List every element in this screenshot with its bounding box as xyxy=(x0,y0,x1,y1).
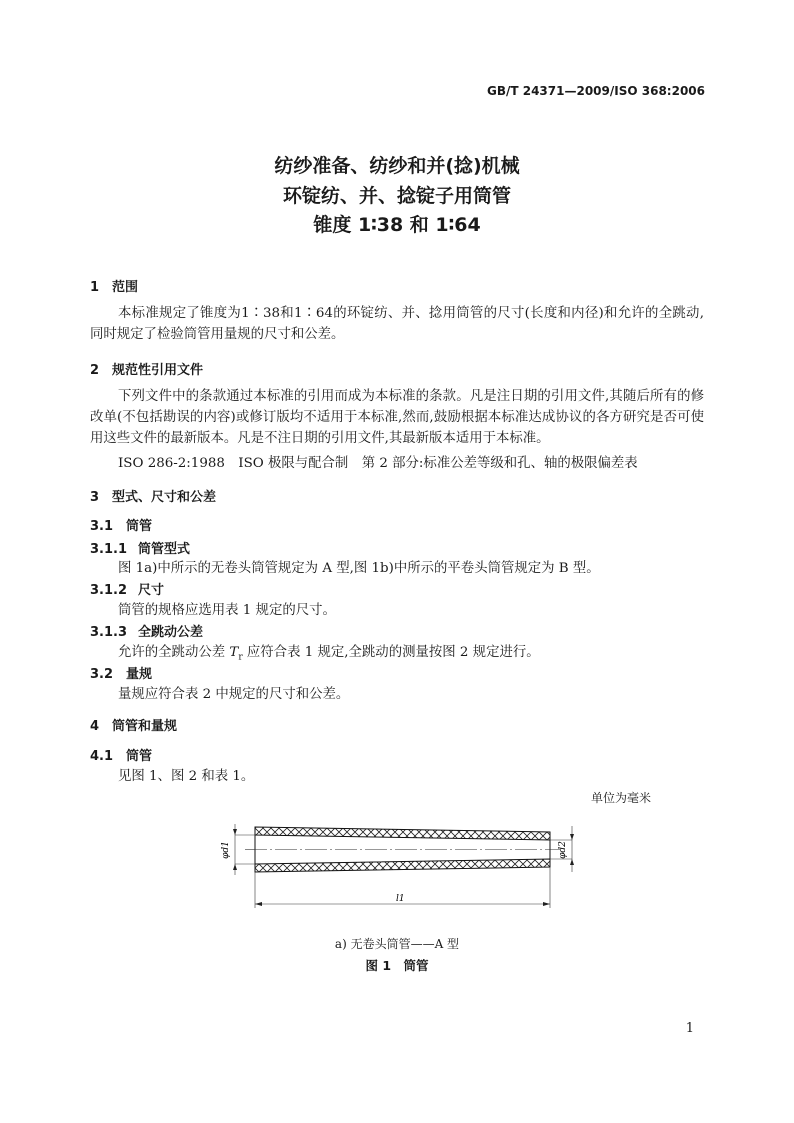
section-3-2-paragraph: 量规应符合表 2 中规定的尺寸和公差。 xyxy=(118,687,350,702)
label-d2: φd2 xyxy=(558,841,568,859)
section-1-paragraph: 本标准规定了锥度为1∶38和1∶64的环锭纺、并、捻用筒管的尺寸(长度和内径)和允许的全跳动,同时规定了检验筒管用量规的尺寸和公差。 xyxy=(90,306,704,342)
bobbin-drawing xyxy=(215,812,585,912)
section-3-1-1-heading: 3.1.1 筒管型式 xyxy=(90,542,191,557)
section-3-1-2-heading: 3.1.2 尺寸 xyxy=(90,583,165,598)
section-2-reference: ISO 286-2:1988 ISO 极限与配合制 第 2 部分:标准公差等级和孔、轴的极限偏差表 xyxy=(118,456,638,471)
section-4-1-title: 筒管 xyxy=(126,749,153,764)
standard-number: GB/T 24371—2009/ISO 368:2006 xyxy=(486,84,705,98)
section-2-title: 规范性引用文件 xyxy=(112,363,204,378)
figure-caption: 图 1 筒管 xyxy=(365,958,429,973)
section-3-title: 型式、尺寸和公差 xyxy=(112,490,217,505)
section-3-heading: 3 型式、尺寸和公差 xyxy=(90,490,217,505)
section-3-1-1-paragraph: 图 1a)中所示的无卷头筒管规定为 A 型,图 1b)中所示的平卷头筒管规定为 B 型。 xyxy=(118,561,600,576)
section-3-2-heading: 3.2 量规 xyxy=(90,667,153,682)
section-3-1-2-title: 尺寸 xyxy=(138,583,165,598)
symbol-T: T xyxy=(229,645,239,660)
label-d1: φd1 xyxy=(221,841,231,859)
title-line-3: 锥度 1∶38 和 1∶64 xyxy=(313,214,481,236)
section-2-paragraph: 下列文件中的条款通过本标准的引用而成为本标准的条款。凡是注日期的引用文件,其随后所有的修改单(不包括勘误的内容)或修订版均不适用于本标准,然而,鼓励根据本标准达成协议的各方研究是否可使用这些文件的最新版本。凡是不注日期的引用文件,其最新版本适用于本标准。 xyxy=(90,389,704,446)
section-3-1-heading: 3.1 筒管 xyxy=(90,519,153,534)
page-number: 1 xyxy=(685,1021,694,1036)
section-1-title: 范围 xyxy=(112,280,139,295)
figure-subcaption: a) 无卷头筒管——A 型 xyxy=(334,937,460,951)
section-4-title: 筒管和量规 xyxy=(112,719,178,734)
section-3-1-2-paragraph: 筒管的规格应选用表 1 规定的尺寸。 xyxy=(118,603,336,618)
title-line-1: 纺纱准备、纺纱和并(捻)机械 xyxy=(274,155,520,177)
section-3-1-1-title: 筒管型式 xyxy=(138,542,191,557)
section-3-2-title: 量规 xyxy=(126,667,153,682)
section-3-1-3-title: 全跳动公差 xyxy=(138,625,204,640)
bobbin-upper-wall xyxy=(255,827,550,840)
unit-note: 单位为毫米 xyxy=(591,791,652,805)
section-1-heading: 1 范围 xyxy=(90,280,139,295)
title-line-2: 环锭纺、并、捻锭子用筒管 xyxy=(282,185,511,207)
section-4-heading: 4 筒管和量规 xyxy=(90,719,178,734)
section-3-1-3-paragraph: 允许的全跳动公差 $T_r$ 应符合表 1 规定,全跳动的测量按图 2 规定进行。 xyxy=(118,645,540,663)
label-l1: l1 xyxy=(396,894,405,904)
section-3-1-3-heading: 3.1.3 全跳动公差 xyxy=(90,625,204,640)
section-2-heading: 2 规范性引用文件 xyxy=(90,363,204,378)
section-3-1-title: 筒管 xyxy=(126,519,153,534)
bobbin-lower-wall xyxy=(255,859,550,872)
section-4-1-heading: 4.1 筒管 xyxy=(90,749,153,764)
section-4-1-paragraph: 见图 1、图 2 和表 1。 xyxy=(118,769,255,784)
